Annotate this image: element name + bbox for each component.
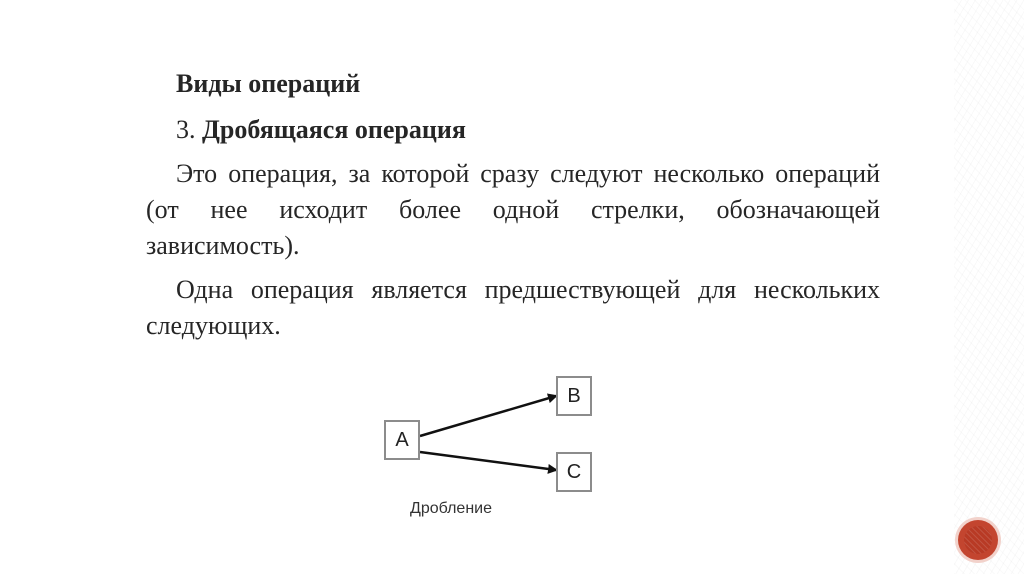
paragraph-definition: Это операция, за которой сразу следуют несколько операций (от нее исходит более одной стрелки, обозначающей зависимость). <box>146 159 880 260</box>
slide-subheading <box>176 112 880 148</box>
arrow-a-to-b <box>420 396 556 436</box>
nav-button-inner <box>964 526 992 554</box>
diagram-caption: Дробление <box>410 500 492 517</box>
arrow-a-to-c <box>420 452 556 470</box>
subheading-title: Дробящаяся операция <box>202 115 466 144</box>
subheading-number: 3. <box>176 115 196 144</box>
diagram-node-c: C <box>556 452 592 492</box>
diagram-node-b: B <box>556 376 592 416</box>
background-texture <box>954 0 1024 574</box>
paragraph-explanation: Одна операция является предшествующей для нескольких следующих. <box>146 275 880 340</box>
diagram-node-a: A <box>384 420 420 460</box>
circle-nav-icon[interactable] <box>958 520 998 560</box>
slide-content <box>146 66 880 352</box>
slide-heading: Виды операций <box>176 69 361 98</box>
split-diagram <box>380 372 620 532</box>
